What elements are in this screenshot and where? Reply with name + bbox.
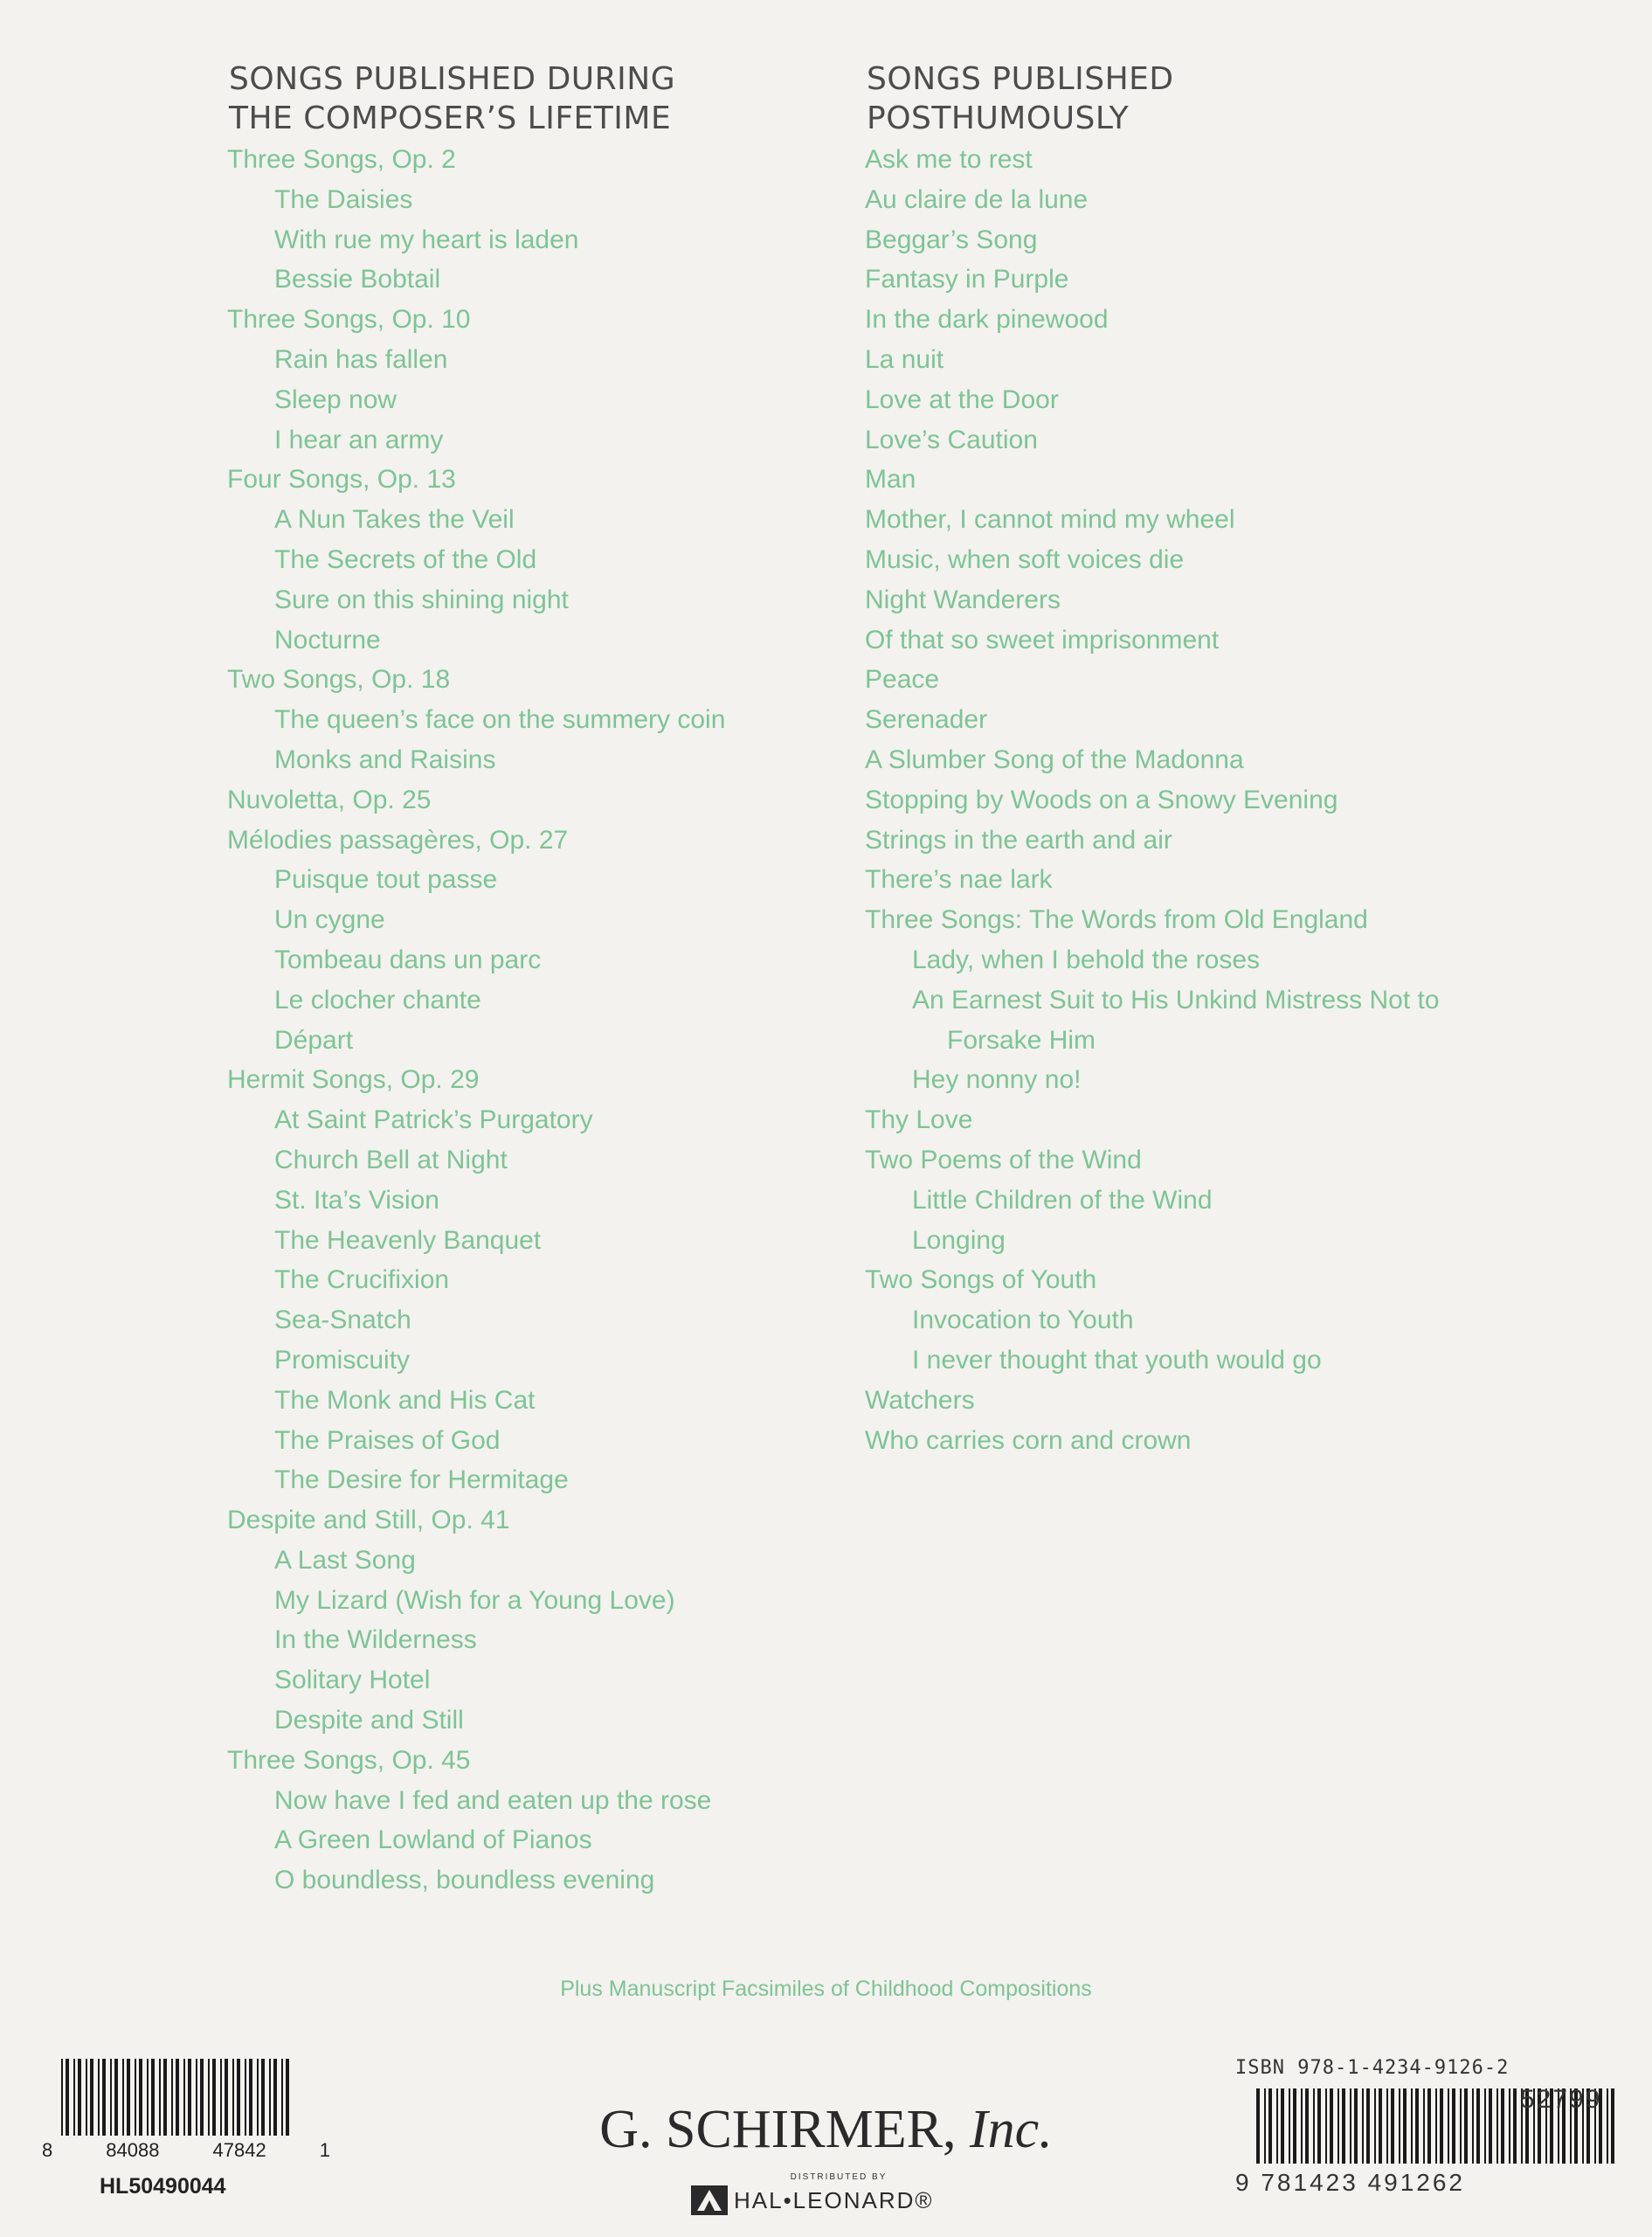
posthumous-songs-heading: SONGS PUBLISHED POSTHUMOUSLY — [867, 61, 1174, 136]
song-title: I hear an army — [274, 425, 444, 454]
song-title: The Secrets of the Old — [274, 544, 537, 574]
barcode-bar — [1403, 2088, 1407, 2164]
song-group-title: Mother, I cannot mind my wheel — [865, 505, 1235, 535]
upc-digit-group: 1 — [319, 2139, 330, 2161]
posthumous-songs-list — [865, 140, 1581, 1460]
song-group-title: Watchers — [865, 1385, 975, 1415]
barcode-bar — [1362, 2088, 1364, 2164]
barcode-bar — [1460, 2088, 1462, 2164]
barcode-bar — [1305, 2088, 1309, 2164]
song-title: Invocation to Youth — [912, 1305, 1134, 1335]
hal-leonard-icon — [690, 2185, 729, 2216]
song-group-title: Stopping by Woods on a Snowy Evening — [865, 785, 1338, 814]
upc-digit-group: 8 — [42, 2139, 53, 2161]
song-group-title: Hermit Songs, Op. 29 — [227, 1065, 480, 1095]
item-code: HL50490044 — [100, 2174, 226, 2199]
upc-digit-group: 47842 — [212, 2139, 266, 2161]
song-group-title: Serenader — [865, 705, 988, 735]
song-group-title: Who carries corn and crown — [865, 1425, 1192, 1455]
price-code: 52799 — [1520, 2085, 1602, 2114]
song-title: A Green Lowland of Pianos — [274, 1825, 592, 1855]
song-group-title: Night Wanderers — [865, 585, 1061, 614]
barcode-bar — [1435, 2088, 1437, 2164]
barcode-bar — [1256, 2088, 1260, 2164]
song-title: Despite and Still — [274, 1706, 464, 1735]
song-group-title: Four Songs, Op. 13 — [227, 465, 456, 495]
song-group-title: Love’s Caution — [865, 425, 1038, 454]
manuscript-note: Plus Manuscript Facsimiles of Childhood Compositions — [560, 1977, 1092, 2001]
song-title: Lady, when I behold the roses — [912, 945, 1261, 974]
barcode-bar — [1354, 2088, 1358, 2164]
barcode-bar — [1472, 2088, 1474, 2164]
song-title: Church Bell at Night — [274, 1145, 508, 1174]
song-title: Un cygne — [274, 905, 385, 935]
barcode-bar — [1415, 2088, 1419, 2164]
song-title: Nocturne — [274, 625, 381, 654]
song-title: St. Ita’s Vision — [274, 1185, 439, 1215]
isbn-label: ISBN 978-1-4234-9126-2 — [1235, 2057, 1510, 2079]
song-title: The Desire for Hermitage — [274, 1465, 569, 1495]
song-title: Solitary Hotel — [274, 1666, 431, 1695]
song-group-title: In the dark pinewood — [865, 305, 1109, 335]
publisher-suffix: Inc. — [970, 2100, 1053, 2159]
distributed-by-label: DISTRIBUTED BY — [790, 2172, 888, 2182]
song-title: Hey nonny no! — [912, 1065, 1082, 1095]
song-title: The queen’s face on the summery coin — [274, 705, 726, 735]
song-group-title: Despite and Still, Op. 41 — [227, 1506, 510, 1535]
distributor-logo — [690, 2185, 934, 2216]
barcode-bar — [1330, 2088, 1333, 2164]
barcode-bar — [1350, 2088, 1351, 2164]
song-title: The Heavenly Banquet — [274, 1225, 542, 1255]
song-group-title: A Slumber Song of the Madonna — [865, 745, 1244, 774]
song-title: Now have I fed and eaten up the rose — [274, 1785, 712, 1815]
song-title: Forsake Him — [947, 1025, 1096, 1055]
song-group-title: Three Songs, Op. 2 — [227, 145, 456, 174]
song-title: Sure on this shining night — [274, 585, 569, 614]
barcode-bar — [1268, 2088, 1272, 2164]
lifetime-songs-column — [227, 59, 856, 1901]
song-group-title: Love at the Door — [865, 384, 1059, 414]
barcode-bar — [1301, 2088, 1303, 2164]
barcode-bar — [1289, 2088, 1290, 2164]
song-title: At Saint Patrick’s Purgatory — [274, 1105, 593, 1135]
lifetime-songs-heading: SONGS PUBLISHED DURING THE COMPOSER’S LIFETIME — [229, 61, 676, 136]
barcode-bar — [1391, 2088, 1394, 2164]
barcode-bar — [1281, 2088, 1284, 2164]
publisher-name: G. SCHIRMER, — [599, 2100, 957, 2159]
song-title: Monks and Raisins — [274, 745, 496, 774]
distributor-name: HAL•LEONARD® — [734, 2186, 934, 2213]
song-group-title: Three Songs, Op. 45 — [227, 1745, 471, 1775]
barcode-bar — [1337, 2088, 1339, 2164]
song-title: Départ — [274, 1025, 354, 1055]
ean-digits: 9 781423 491262 — [1235, 2169, 1465, 2196]
song-group-title: Beggar’s Song — [865, 225, 1038, 254]
upc-digit-group: 84088 — [106, 2139, 160, 2161]
barcode-bar — [1276, 2088, 1278, 2164]
barcode-bar — [1427, 2088, 1431, 2164]
song-title: Little Children of the Wind — [912, 1185, 1213, 1215]
song-group-title: Strings in the earth and air — [865, 825, 1172, 855]
song-title: Rain has fallen — [274, 344, 448, 374]
song-group-title: Fantasy in Purple — [865, 265, 1069, 294]
barcode-bar — [1374, 2088, 1376, 2164]
song-title: The Crucifixion — [274, 1265, 450, 1295]
barcode-bar — [1399, 2088, 1400, 2164]
barcode-bar — [1386, 2088, 1388, 2164]
song-group-title: Of that so sweet imprisonment — [865, 625, 1220, 654]
barcode-bar — [1264, 2088, 1266, 2164]
song-group-title: Man — [865, 465, 916, 495]
song-group-title: Three Songs: The Words from Old England — [865, 905, 1368, 935]
song-title: Longing — [912, 1225, 1006, 1255]
song-group-title: Nuvoletta, Op. 25 — [227, 785, 432, 814]
barcode-bar — [1476, 2088, 1480, 2164]
song-title: Promiscuity — [274, 1345, 411, 1375]
song-title: The Daisies — [274, 184, 413, 214]
barcode-bar — [1379, 2088, 1382, 2164]
barcode-bar — [1509, 2088, 1510, 2164]
song-title: Bessie Bobtail — [274, 265, 441, 294]
barcode-bar — [1448, 2088, 1449, 2164]
song-title: My Lizard (Wish for a Young Love) — [274, 1585, 675, 1615]
song-title: A Nun Takes the Veil — [274, 505, 515, 535]
song-title: The Praises of God — [274, 1425, 501, 1455]
barcode-bar — [1317, 2088, 1321, 2164]
song-title: In the Wilderness — [274, 1625, 477, 1655]
barcode-bar — [1313, 2088, 1315, 2164]
barcode-bar — [1496, 2088, 1498, 2164]
barcode-bar — [1293, 2088, 1296, 2164]
song-group-title: Music, when soft voices die — [865, 544, 1185, 574]
barcode-bar — [1440, 2088, 1443, 2164]
song-group-title: Mélodies passagères, Op. 27 — [227, 825, 569, 855]
song-group-title: Two Songs of Youth — [865, 1265, 1097, 1295]
song-title: Tombeau dans un parc — [274, 945, 542, 974]
barcode-bar — [1464, 2088, 1468, 2164]
song-title: Puisque tout passe — [274, 865, 498, 895]
song-group-title: There’s nae lark — [865, 865, 1053, 895]
barcode-bar — [1366, 2088, 1370, 2164]
song-title: I never thought that youth would go — [912, 1345, 1322, 1375]
song-group-title: Two Poems of the Wind — [865, 1145, 1142, 1174]
song-title: O boundless, boundless evening — [274, 1866, 655, 1895]
barcode-bar — [1325, 2088, 1327, 2164]
posthumous-songs-column — [865, 59, 1581, 1460]
barcode-bar — [1452, 2088, 1455, 2164]
song-group-title: Peace — [865, 665, 940, 695]
barcode-bar — [1342, 2088, 1345, 2164]
barcode-bar — [1411, 2088, 1413, 2164]
song-title: A Last Song — [274, 1545, 416, 1575]
song-group-title: La nuit — [865, 344, 944, 374]
song-title: The Monk and His Cat — [274, 1385, 536, 1415]
song-group-title: Au claire de la lune — [865, 184, 1089, 214]
song-title: Le clocher chante — [274, 985, 481, 1015]
song-group-title: Two Songs, Op. 18 — [227, 665, 451, 695]
song-group-title: Three Songs, Op. 10 — [227, 305, 471, 335]
song-title: Sleep now — [274, 384, 397, 414]
barcode-bar — [1501, 2088, 1504, 2164]
song-title: Sea-Snatch — [274, 1305, 411, 1335]
lifetime-songs-list — [227, 140, 856, 1901]
barcode-bar — [1489, 2088, 1492, 2164]
song-title: With rue my heart is laden — [274, 225, 579, 254]
song-group-title: Ask me to rest — [865, 145, 1033, 174]
song-title: An Earnest Suit to His Unkind Mistress Not to — [912, 985, 1440, 1015]
barcode-bar — [1513, 2088, 1517, 2164]
barcode-bar — [1484, 2088, 1486, 2164]
barcode-bar — [1607, 2088, 1608, 2164]
barcode-bar — [1423, 2088, 1425, 2164]
song-group-title: Thy Love — [865, 1105, 973, 1135]
barcode-bar — [1611, 2088, 1614, 2164]
